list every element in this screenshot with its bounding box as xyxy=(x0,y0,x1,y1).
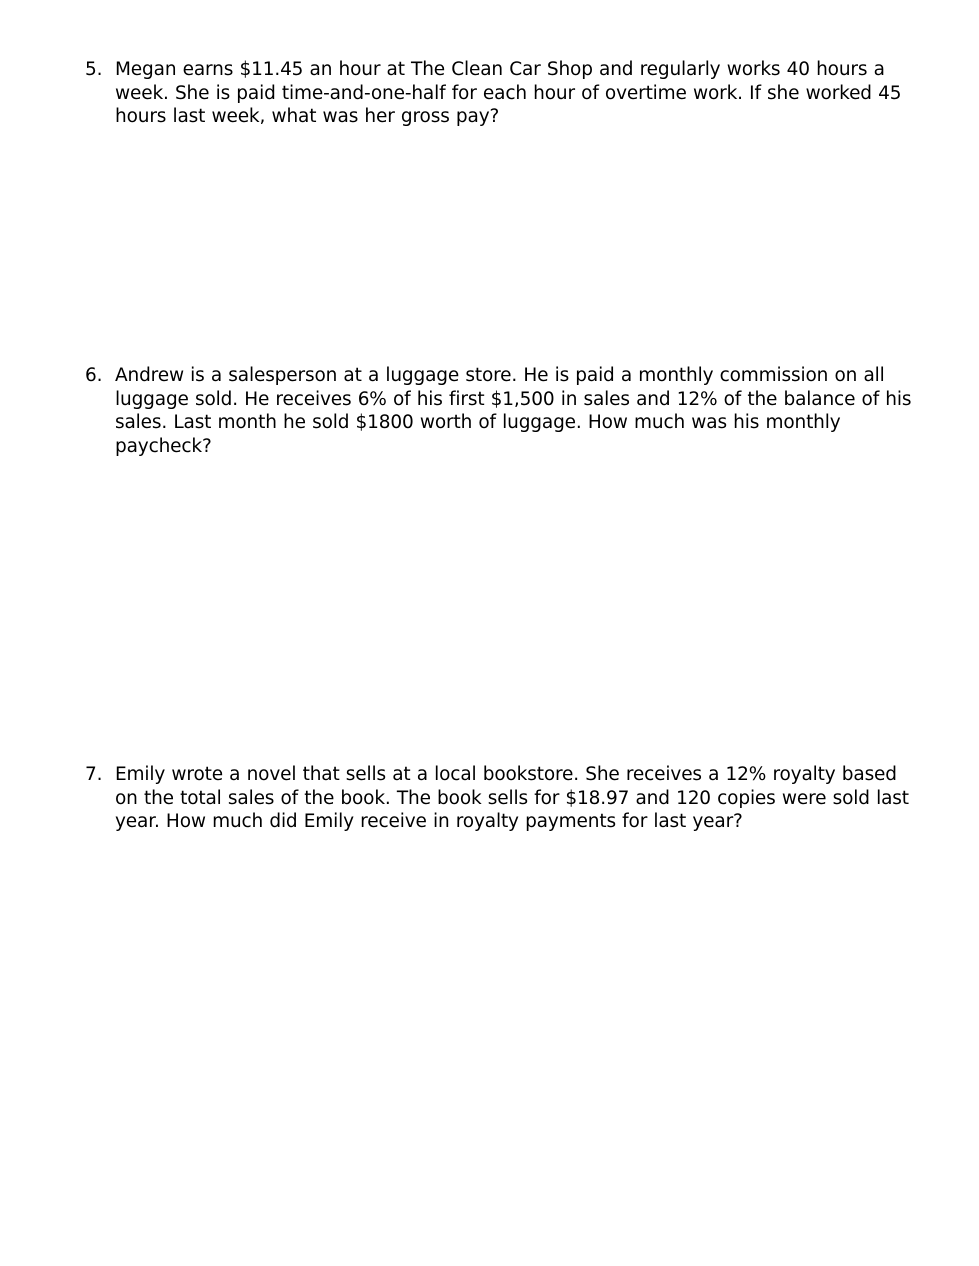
problem-line: luggage sold. He receives 6% of his first $1,500 in sales and 12% of the balance of his xyxy=(115,388,912,410)
problem-line: sales. Last month he sold $1800 worth of luggage. How much was his monthly xyxy=(115,412,841,434)
problem-text xyxy=(115,763,925,834)
problem-line: year. How much did Emily receive in royalty payments for last year? xyxy=(115,811,743,833)
problem-7 xyxy=(85,763,925,834)
problem-line: on the total sales of the book. The book sells for $18.97 and 120 copies were sold last xyxy=(115,787,909,809)
problem-5 xyxy=(85,58,925,129)
problem-number: 7. xyxy=(85,764,103,785)
problem-number: 6. xyxy=(85,365,103,386)
problem-text xyxy=(115,364,925,459)
problem-line: paycheck? xyxy=(115,436,212,458)
problem-line: Megan earns $11.45 an hour at The Clean Car Shop and regularly works 40 hours a xyxy=(115,59,885,80)
problem-6 xyxy=(85,364,925,459)
problem-line: week. She is paid time-and-one-half for each hour of overtime work. If she worked 45 xyxy=(115,82,902,104)
problem-line: Emily wrote a novel that sells at a local bookstore. She receives a 12% royalty based xyxy=(115,764,897,785)
problem-line: Andrew is a salesperson at a luggage store. He is paid a monthly commission on all xyxy=(115,365,885,386)
problem-text xyxy=(115,58,925,129)
problem-number: 5. xyxy=(85,59,103,80)
problem-line: hours last week, what was her gross pay? xyxy=(115,106,500,128)
